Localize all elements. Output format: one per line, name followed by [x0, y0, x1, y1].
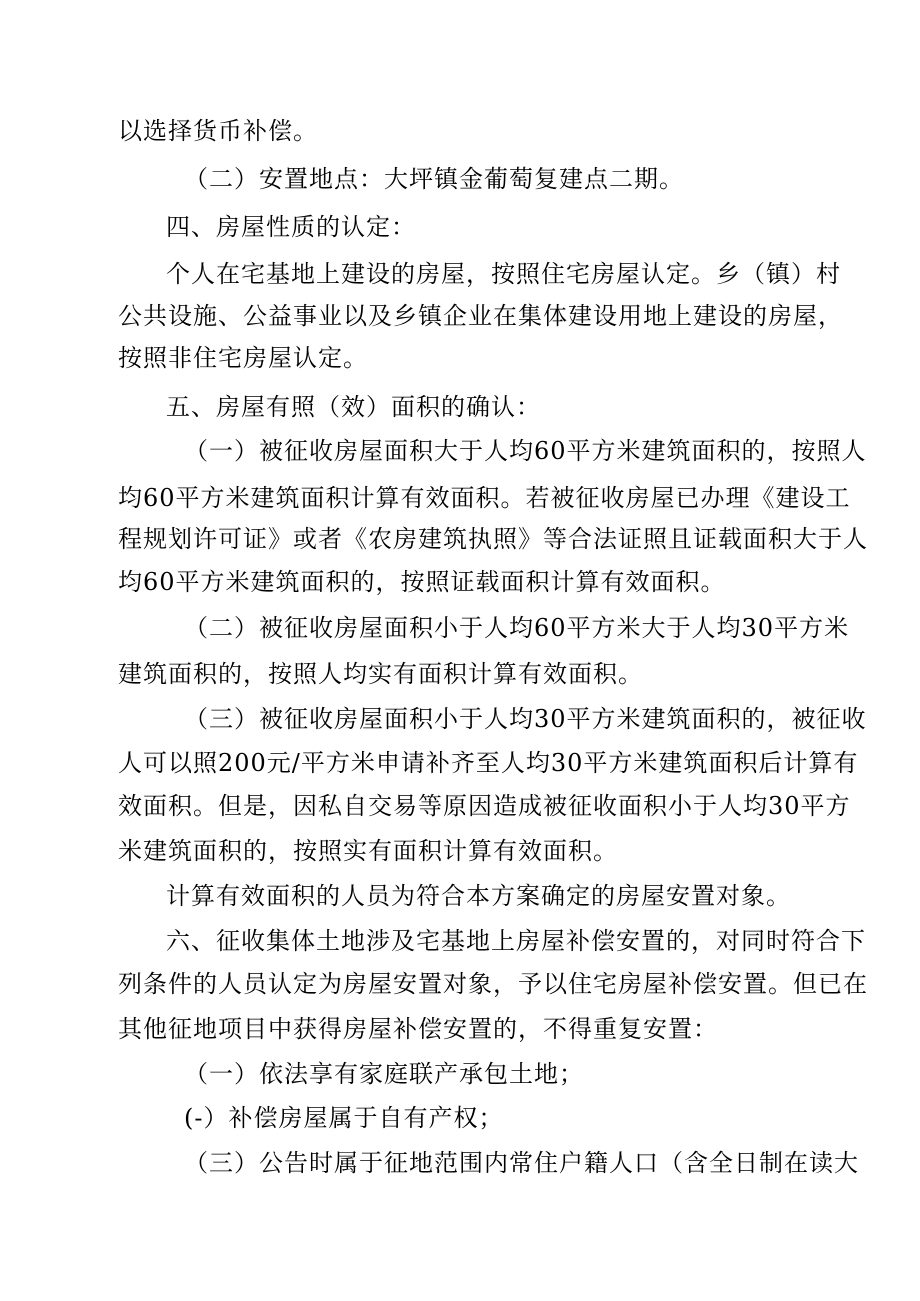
list-item: （三）公告时属于征地范围内常住户籍人口（含全日制在读大: [184, 1149, 859, 1177]
text-line: 计算有效面积的人员为符合本方案确定的房屋安置对象。: [166, 882, 791, 910]
list-item: (-）补偿房屋属于自有产权；: [184, 1104, 504, 1132]
text-line: 均60平方米建筑面积的，按照证载面积计算有效面积。: [118, 568, 726, 596]
text-line: 建筑面积的，按照人均实有面积计算有效面积。: [118, 660, 643, 688]
text-line: 按照非住宅房屋认定。: [118, 344, 368, 372]
text-line: 效面积。但是，因私自交易等原因造成被征收面积小于人均30平方: [118, 792, 851, 820]
text-line: 个人在宅基地上建设的房屋，按照住宅房屋认定。乡（镇）村: [166, 260, 841, 288]
list-item: （一）依法享有家庭联产承包土地；: [184, 1060, 584, 1088]
section-heading: 五、房屋有照（效）面积的确认：: [166, 393, 541, 421]
text-line: 人可以照200元/平方米申请补齐至人均30平方米建筑面积后计算有: [118, 749, 859, 777]
text-line: 米建筑面积的，按照实有面积计算有效面积。: [118, 837, 618, 865]
section-heading: 四、房屋性质的认定：: [166, 213, 416, 241]
text-line: （一）被征收房屋面积大于人均60平方米建筑面积的，按照人: [184, 437, 867, 465]
text-line: 以选择货币补偿。: [118, 117, 318, 145]
text-line: 程规划许可证》或者《农房建筑执照》等合法证照且证载面积大于人: [118, 525, 868, 553]
text-line: 其他征地项目中获得房屋补偿安置的，不得重复安置：: [118, 1015, 718, 1043]
text-line: 列条件的人员认定为房屋安置对象，予以住宅房屋补偿安置。但已在: [118, 970, 868, 998]
text-line: （三）被征收房屋面积小于人均30平方米建筑面积的，被征收: [184, 705, 867, 733]
text-line: 公共设施、公益事业以及乡镇企业在集体建设用地上建设的房屋，: [118, 302, 843, 330]
section-heading: 六、征收集体土地涉及宅基地上房屋补偿安置的，对同时符合下: [166, 927, 866, 955]
text-line: （二）安置地点：大坪镇金葡萄复建点二期。: [184, 165, 684, 193]
text-line: （二）被征收房屋面积小于人均60平方米大于人均30平方米: [184, 614, 850, 642]
text-line: 均60平方米建筑面积计算有效面积。若被征收房屋已办理《建设工: [118, 484, 851, 512]
